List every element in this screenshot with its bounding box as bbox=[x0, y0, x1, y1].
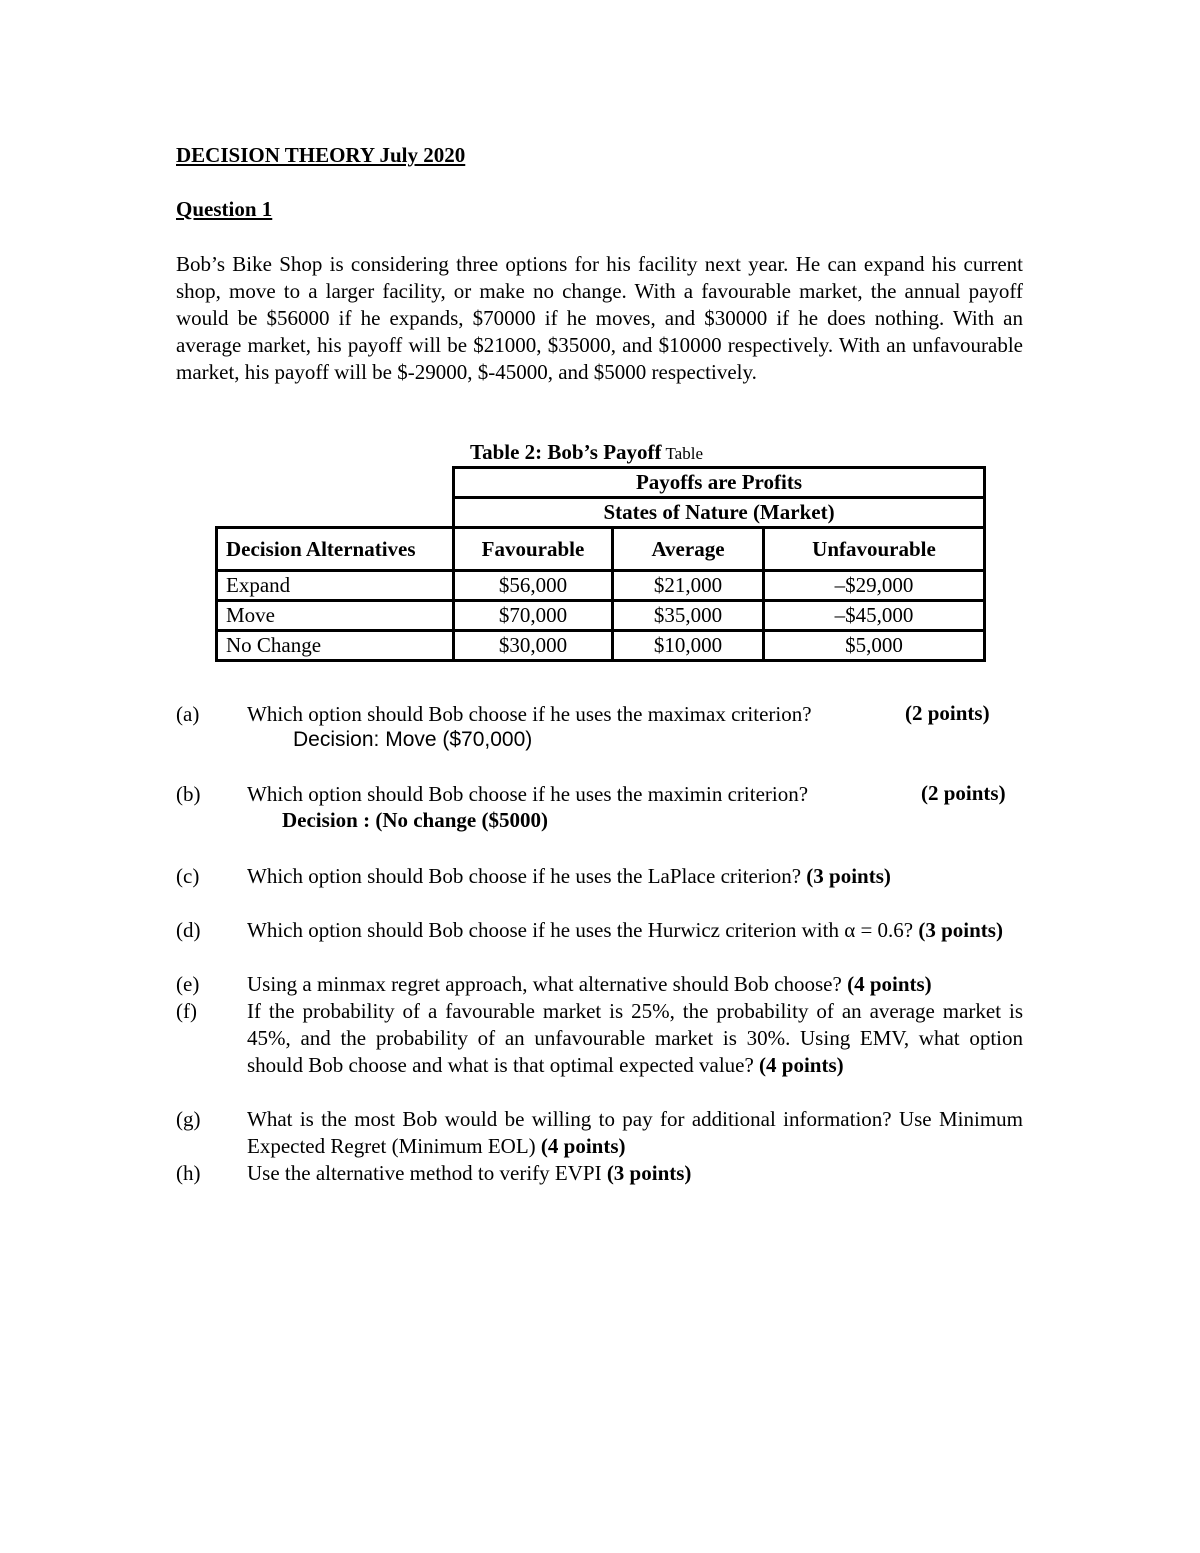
table-cell: $56,000 bbox=[454, 571, 613, 601]
table-row bbox=[217, 571, 985, 601]
question-text: Which option should Bob choose if he uses the maximin criterion? bbox=[247, 782, 809, 806]
question-label: (h) bbox=[176, 1161, 201, 1185]
question-text: Which option should Bob choose if he uses the maximax criterion? bbox=[247, 702, 812, 726]
payoff-table bbox=[215, 466, 986, 662]
table-super-header: Payoffs are Profits bbox=[454, 468, 985, 498]
answer-text: Decision : (No change ($5000) bbox=[282, 808, 548, 832]
question-label: (e) bbox=[176, 972, 200, 996]
answer-text: Decision: Move ($70,000) bbox=[293, 728, 533, 751]
question-label: (d) bbox=[176, 918, 201, 942]
question-points: (3 points) bbox=[606, 1161, 692, 1185]
table-column-header: Decision Alternatives bbox=[217, 528, 454, 571]
question-text bbox=[247, 1160, 1023, 1187]
table-column-header: Favourable bbox=[454, 528, 613, 571]
question-text bbox=[247, 1106, 1023, 1160]
table-cell: Expand bbox=[217, 571, 454, 601]
table-blank-cell bbox=[217, 468, 454, 498]
question-label: (c) bbox=[176, 864, 200, 888]
question-body: If the probability of a favourable market is 25%, the probability of an average market is 45%, and the probability of an unfavourable market is 30%. Using EMV, what option should Bob choose and what is that optimal expected value? bbox=[247, 999, 1023, 1077]
question-points: (4 points) bbox=[540, 1134, 626, 1158]
document-title: DECISION THEORY July 2020 bbox=[176, 143, 466, 167]
table-caption-plain: Table bbox=[661, 444, 704, 463]
question-points: (3 points) bbox=[806, 864, 891, 888]
question-body: Which option should Bob choose if he uses the LaPlace criterion? bbox=[247, 864, 802, 888]
table-header-row bbox=[217, 528, 985, 571]
table-cell: $70,000 bbox=[454, 601, 613, 631]
question-body: Use the alternative method to verify EVPI bbox=[247, 1161, 602, 1185]
question-body: Which option should Bob choose if he uses the Hurwicz criterion with α = 0.6? bbox=[247, 918, 914, 942]
table-caption bbox=[470, 440, 703, 465]
question-heading: Question 1 bbox=[176, 197, 273, 221]
question-intro: Bob’s Bike Shop is considering three options for his facility next year. He can expand his current shop, move to a larger facility, or make no change. With a favourable market, the annual payoff would be $56000 if he expands, $70000 if he moves, and $30000 if he does nothing. With an average market, his payoff will be $21000, $35000, and $10000 respectively. With an unfavourable market, his payoff will be $-29000, $-45000, and $5000 respectively. bbox=[176, 252, 1023, 384]
question-text bbox=[247, 998, 1023, 1079]
question-points: (4 points) bbox=[759, 1053, 844, 1077]
table-cell: $10,000 bbox=[613, 631, 764, 661]
table-cell: $30,000 bbox=[454, 631, 613, 661]
question-label: (g) bbox=[176, 1107, 201, 1131]
table-super-header-row bbox=[217, 468, 985, 498]
table-blank-cell bbox=[217, 498, 454, 528]
question-label: (a) bbox=[176, 702, 200, 726]
question-body: What is the most Bob would be willing to pay for additional information? Use Minimum Expected Regret (Minimum EOL) bbox=[247, 1107, 1023, 1158]
table-row bbox=[217, 631, 985, 661]
question-text bbox=[247, 863, 1023, 890]
question-text bbox=[247, 971, 1023, 998]
question-points: (2 points) bbox=[905, 701, 990, 725]
table-cell: –$29,000 bbox=[764, 571, 985, 601]
question-label: (b) bbox=[176, 782, 201, 806]
table-cell: $5,000 bbox=[764, 631, 985, 661]
question-points: (2 points) bbox=[921, 781, 1006, 805]
table-sub-header-row bbox=[217, 498, 985, 528]
table-sub-header: States of Nature (Market) bbox=[454, 498, 985, 528]
question-label: (f) bbox=[176, 999, 197, 1023]
table-row bbox=[217, 601, 985, 631]
table-cell: No Change bbox=[217, 631, 454, 661]
question-text bbox=[247, 917, 1023, 944]
table-cell: $21,000 bbox=[613, 571, 764, 601]
table-column-header: Unfavourable bbox=[764, 528, 985, 571]
table-caption-bold: Table 2: Bob’s Payoff bbox=[470, 440, 662, 464]
question-points: (3 points) bbox=[918, 918, 1003, 942]
table-cell: –$45,000 bbox=[764, 601, 985, 631]
table-cell: Move bbox=[217, 601, 454, 631]
question-body: Using a minmax regret approach, what alternative should Bob choose? bbox=[247, 972, 842, 996]
question-points: (4 points) bbox=[847, 972, 932, 996]
table-cell: $35,000 bbox=[613, 601, 764, 631]
table-column-header: Average bbox=[613, 528, 764, 571]
